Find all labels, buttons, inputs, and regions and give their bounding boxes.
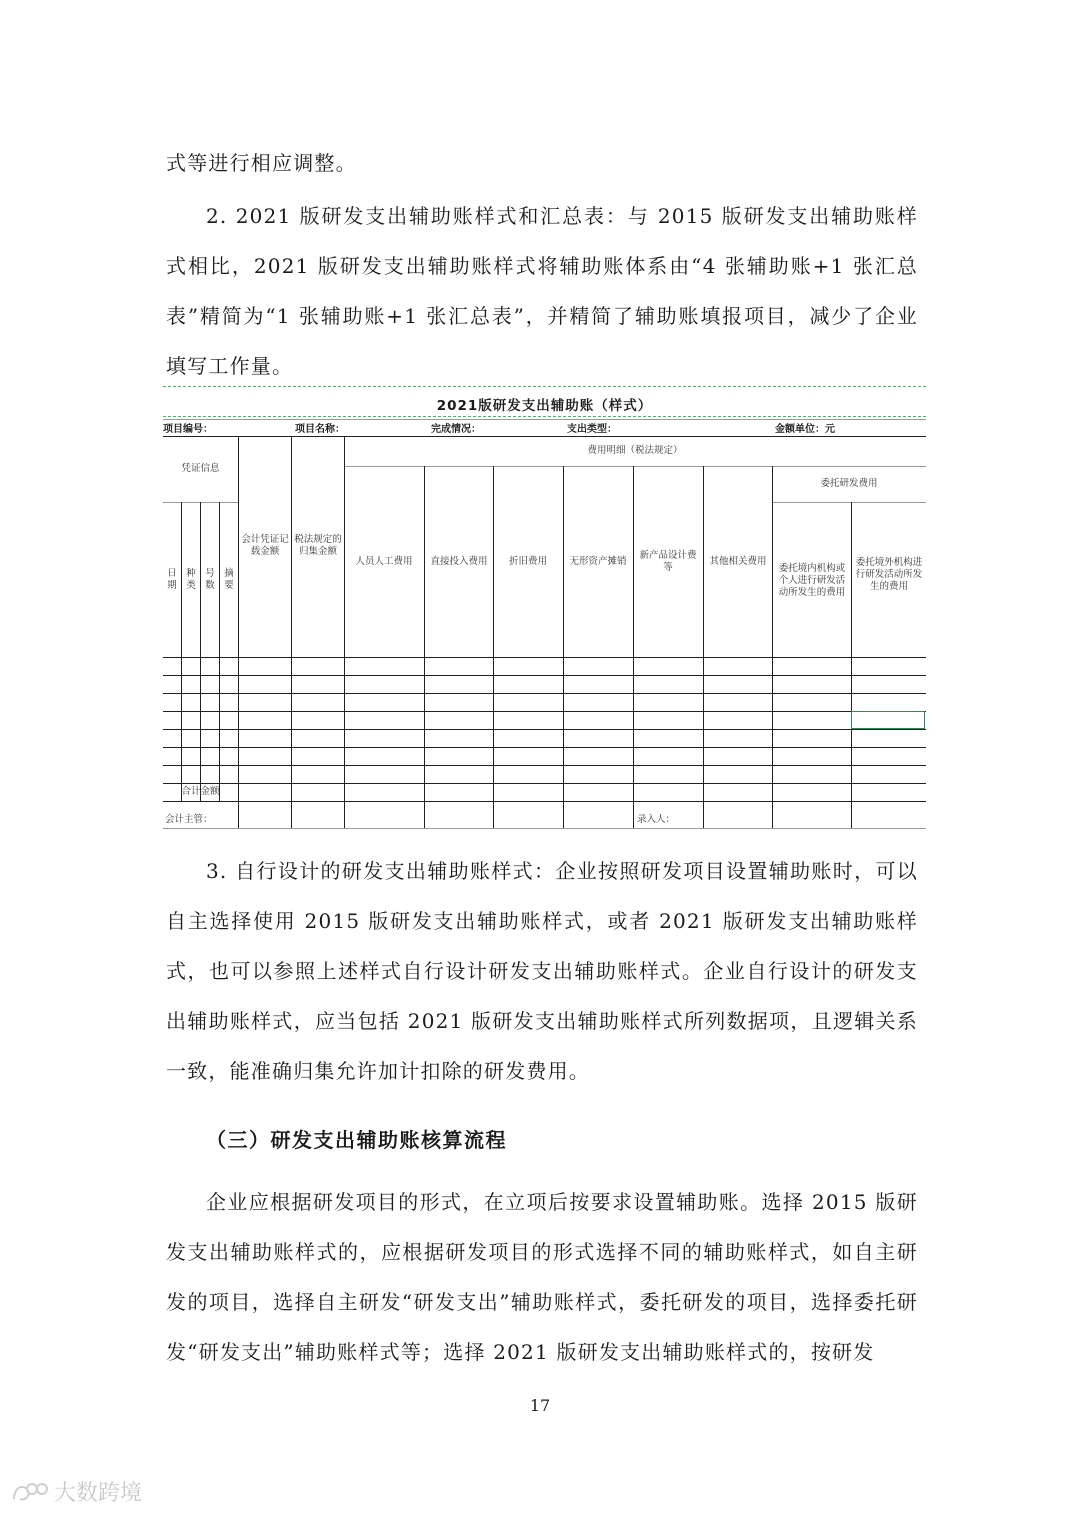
paragraph-1: 式等进行相应调整。 (166, 151, 357, 175)
project-name-label: 项目名称： (295, 424, 345, 435)
highlighted-cell (851, 711, 925, 729)
project-number-label: 项目编号： (163, 424, 213, 435)
completion-label: 完成情况： (431, 424, 481, 435)
tax-amount-header: 税法规定的归集金额 (294, 534, 342, 557)
number-header: 号数 (205, 568, 215, 591)
top-dashed-rule (163, 386, 926, 387)
other-expenses-header: 其他相关费用 (709, 556, 767, 567)
watermark-text: 大数跨境 (54, 1481, 143, 1506)
watermark (10, 1476, 142, 1507)
direct-input-header: 直接投入费用 (430, 556, 488, 567)
entrusted-rd-header: 委托研发费用 (820, 478, 878, 489)
kind-header: 种类 (186, 568, 196, 591)
entrusted-foreign-header: 委托境外机构进行研发活动所发生的费用 (855, 557, 923, 592)
total-amount-label: 合计金额 (181, 786, 220, 797)
ledger-table (163, 386, 926, 829)
paragraph-3: 3. 自行设计的研发支出辅助账样式：企业按照研发项目设置辅助账时，可以自主选择使用 2015 版研发支出辅助账样式，或者 2021 版研发支出辅助账样式，也可以参照上述样式自行设计研发支出辅助账样式。企业自行设计的研发支出辅助账样式，应当包括 2021 版研发支出辅助账样式所列数据项，且逻辑关系一致，能准确归集允许加计扣除的研发费用。 (166, 859, 918, 1083)
entrusted-domestic-header: 委托境内机构或个人进行研发活动所发生的费用 (778, 563, 846, 598)
accounting-supervisor-label: 会计主管： (165, 814, 213, 825)
depreciation-header: 折旧费用 (508, 556, 547, 567)
expense-detail-header: 费用明细（税法规定） (587, 445, 683, 456)
paragraph-4: 企业应根据研发项目的形式，在立项后按要求设置辅助账。选择 2015 版研发支出辅助账样式的，应根据研发项目的形式选择不同的辅助账样式，如自主研发的项目，选择自主研发“研发支出”辅助账样式，委托研发的项目，选择委托研发“研发支出”辅助账样式等；选择 2021 版研发支出辅助账样式的，按研发 (166, 1190, 918, 1364)
accounting-amount-header: 会计凭证记载金额 (241, 534, 289, 557)
ledger-title: 2021版研发支出辅助账（样式） (436, 398, 653, 414)
section-heading: （三）研发支出辅助账核算流程 (206, 1128, 507, 1152)
paragraph-2: 2. 2021 版研发支出辅助账样式和汇总表：与 2015 版研发支出辅助账样式相比，2021 版研发支出辅助账样式将辅助账体系由“4 张辅助账+1 张汇总表”精简为“1 张辅助账+1 张汇总表”，并精简了辅助账填报项目，减少了企业填写工作量。 (166, 204, 918, 378)
intangible-amortization-header: 无形资产摊销 (569, 556, 627, 567)
page-number: 17 (529, 1396, 551, 1415)
amount-unit-label: 金额单位：元 (775, 424, 835, 435)
expense-type-label: 支出类型： (567, 424, 617, 435)
labor-cost-header: 人员人工费用 (355, 556, 413, 567)
date-header: 日期 (167, 568, 177, 591)
voucher-info-header: 凭证信息 (181, 463, 220, 474)
watermark-logo-icon (10, 1479, 48, 1505)
new-product-design-header: 新产品设计费等 (639, 550, 697, 573)
summary-header: 摘要 (224, 568, 234, 591)
title-dashed-rule (163, 416, 926, 417)
entered-by-label: 录入人： (637, 814, 676, 825)
